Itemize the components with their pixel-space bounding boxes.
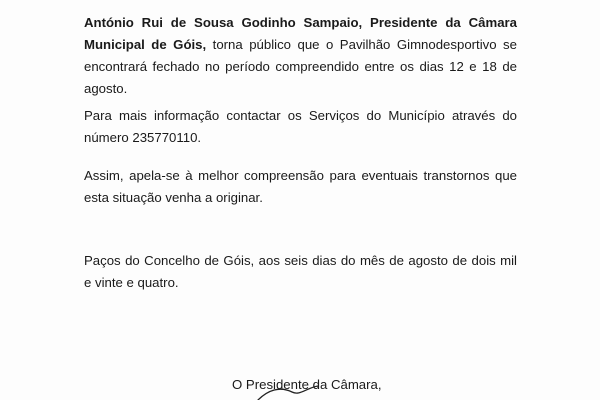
announcer-name: António Rui de Sousa Godinho Sampaio, Presidente da Câmara Municipal de Góis, [84,15,517,52]
announcement-text: torna público que o Pavilhão Gimnodesportivo se encontrará fechado no período compreendido entre os dias 12 e 18 de agosto. [84,37,517,96]
notice-paragraph-date-place: Paços do Concelho de Góis, aos seis dias do mês de agosto de dois mil e vinte e quatro. [84,253,517,290]
notice-paragraph-apology: Assim, apela-se à melhor compreensão para eventuais transtornos que esta situação venha a originar. [84,168,517,205]
handwritten-signature [240,380,360,400]
signature-closing: O Presidente da Câmara, [232,377,382,392]
notice-paragraph-announcement [84,12,517,100]
notice-paragraph-contact: Para mais informação contactar os Serviços do Município através do número 235770110. [84,108,517,145]
